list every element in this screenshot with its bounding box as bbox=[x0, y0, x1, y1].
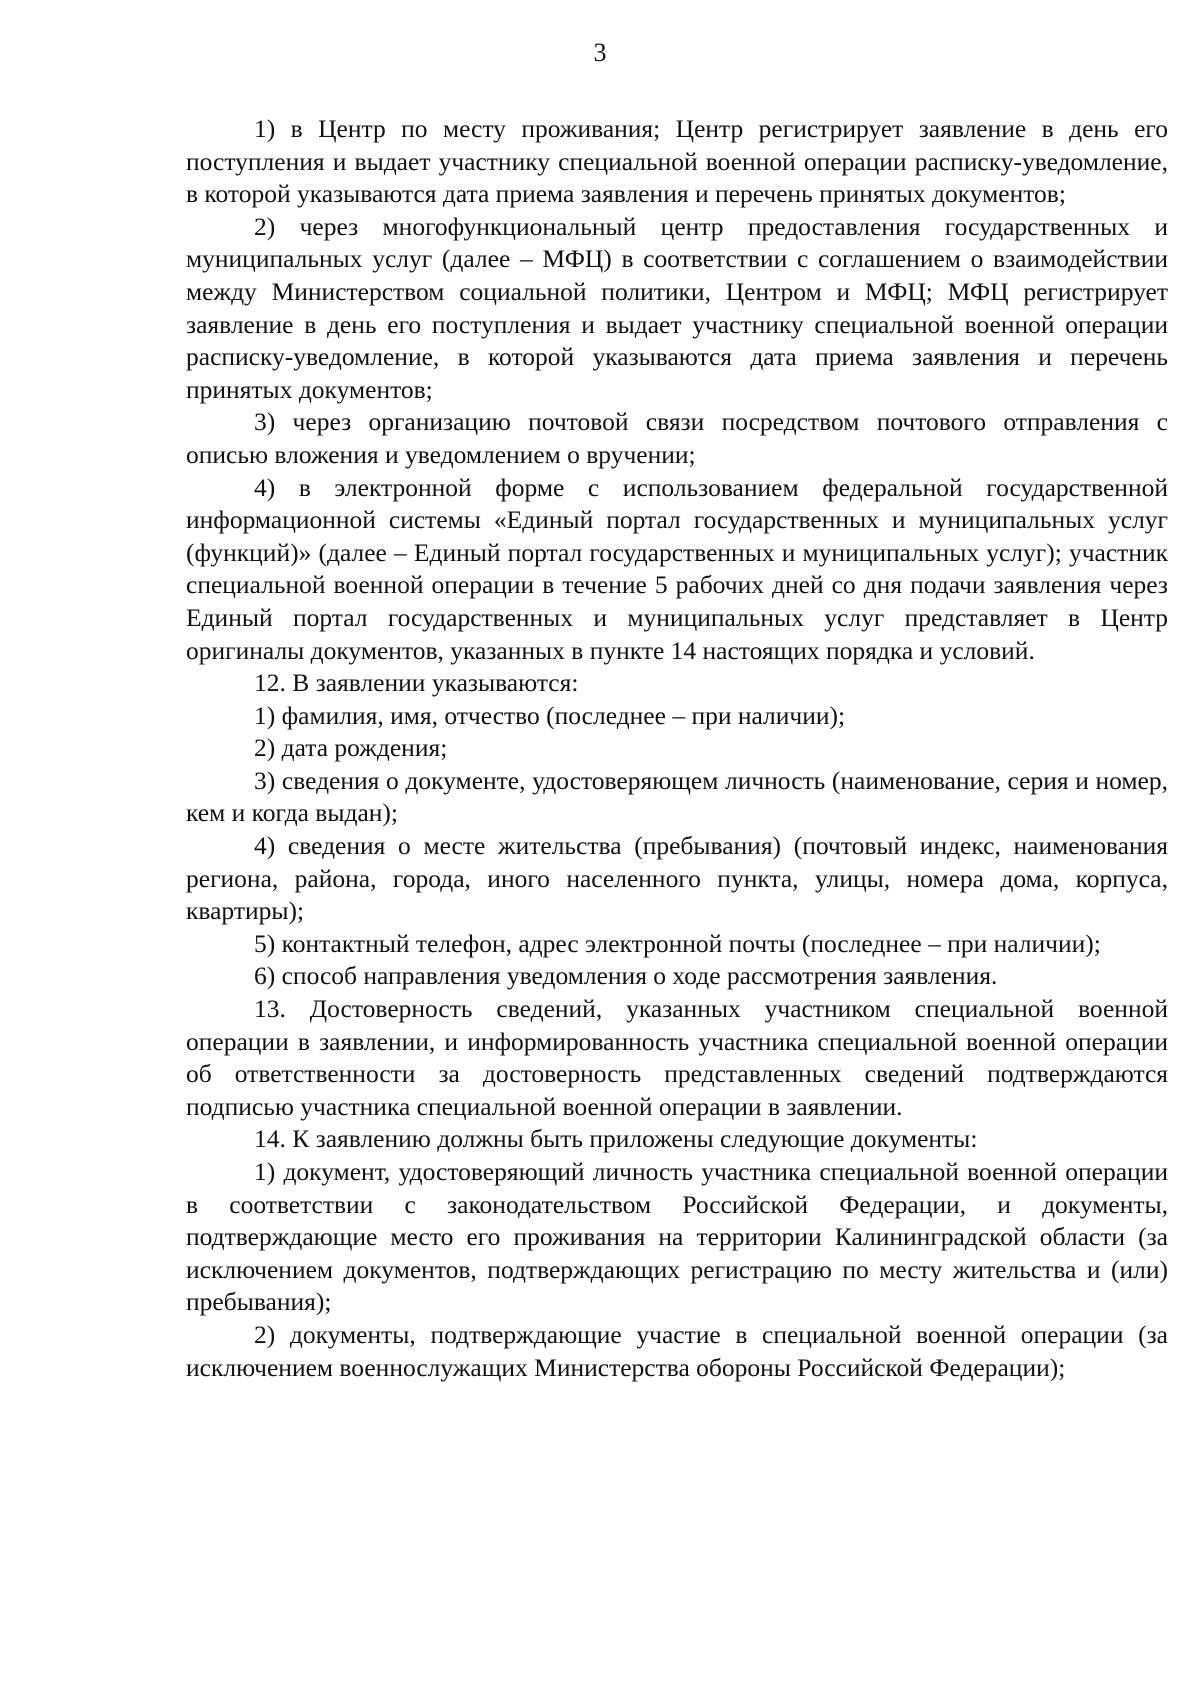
paragraph-12-6: 6) способ направления уведомления о ходе рассмотрения заявления. bbox=[254, 961, 998, 991]
paragraph-12-heading: 12. В заявлении указываются: bbox=[254, 668, 579, 698]
paragraph-11-2: 2) через многофункциональный центр предоставления государственных и муниципальных услуг (далее – МФЦ) в соответствии с соглашением о взаимодействии между Министерством социальной политики, Центром и МФЦ; МФЦ регистрирует заявление в день его поступления и выдает участнику специальной военной операции расписку-уведомление, в которой указываются дата приема заявления и перечень принятых документов; bbox=[186, 211, 1168, 404]
paragraph-12-4: 4) сведения о месте жительства (пребывания) (почтовый индекс, наименования региона, района, города, иного населенного пункта, улицы, номера дома, корпуса, квартиры); bbox=[186, 831, 1168, 926]
paragraph-14-1: 1) документ, удостоверяющий личность участника специальной военной операции в соответствии с законодательством Российской Федерации, и документы, подтверждающие место его проживания на территории Калининградской области (за исключением документов, подтверждающих регистрацию по месту жительства и (или) пребывания); bbox=[186, 1157, 1168, 1317]
paragraph-13: 13. Достоверность сведений, указанных участником специальной военной операции в заявлении, и информированность участника специальной военной операции об ответственности за достоверность представленных сведений подтверждаются подписью участника специальной военной операции в заявлении. bbox=[186, 994, 1168, 1121]
paragraph-12-3: 3) сведения о документе, удостоверяющем личность (наименование, серия и номер, кем и когда выдан); bbox=[186, 765, 1168, 828]
paragraph-11-4: 4) в электронной форме с использованием федеральной государственной информационной системы «Единый портал государственных и муниципальных услуг (функций)» (далее – Единый портал государственных и муниципальных услуг); участник специальной военной операции в течение 5 рабочих дней со дня подачи заявления через Единый портал государственных и муниципальных услуг представляет в Центр оригиналы документов, указанных в пункте 14 настоящих порядка и условий. bbox=[186, 472, 1168, 665]
paragraph-12-2: 2) дата рождения; bbox=[254, 733, 448, 763]
page-number: 3 bbox=[593, 38, 607, 67]
paragraph-14-2: 2) документы, подтверждающие участие в специальной военной операции (за исключением военнослужащих Министерства обороны Российской Федерации); bbox=[186, 1319, 1168, 1382]
paragraph-11-3: 3) через организацию почтовой связи посредством почтового отправления с описью вложения и уведомлением о вручении; bbox=[186, 407, 1168, 469]
paragraph-12-5: 5) контактный телефон, адрес электронной почты (последнее – при наличии); bbox=[254, 928, 1101, 958]
paragraph-12-1: 1) фамилия, имя, отчество (последнее – при наличии); bbox=[254, 700, 846, 730]
paragraph-14-heading: 14. К заявлению должны быть приложены следующие документы: bbox=[254, 1124, 978, 1154]
document-body bbox=[186, 113, 1168, 1384]
paragraph-11-1: 1) в Центр по месту проживания; Центр регистрирует заявление в день его поступления и выдает участнику специальной военной операции расписку-уведомление, в которой указываются дата приема заявления и перечень принятых документов; bbox=[186, 114, 1168, 209]
